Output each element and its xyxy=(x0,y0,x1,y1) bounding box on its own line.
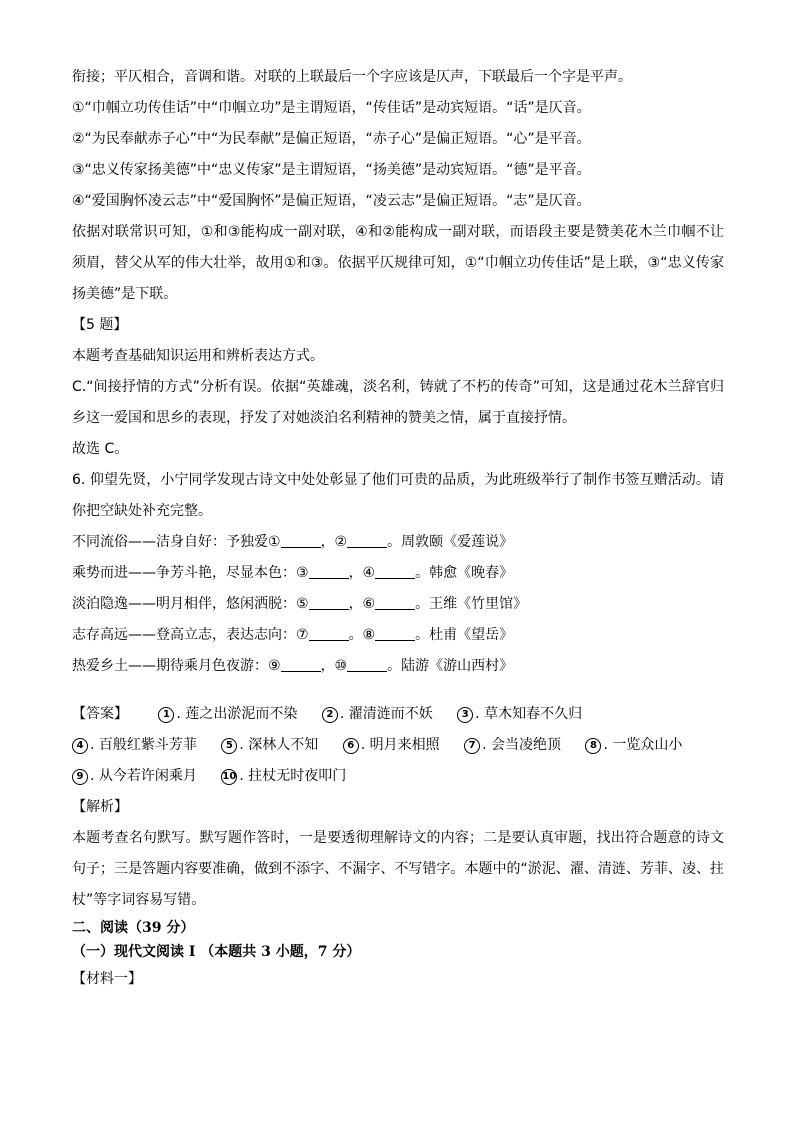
fill-suffix: 。王维《竹里馆》 xyxy=(415,596,528,612)
analysis-item: ②“为民奉献赤子心”中“为民奉献”是偏正短语，“赤子心”是偏正短语。“心”是平音。 xyxy=(72,131,591,147)
fill-prefix: 志存高远——登高立志，表达志向：⑦ xyxy=(72,627,309,643)
fill-blank xyxy=(347,655,387,672)
answer-text: . 百般红紫斗芳菲 xyxy=(90,737,197,753)
q5-line: C.“间接抒情的方式”分析有误。依据“英雄魂，淡名利，铸就了不朽的传奇”可知，这是通过花木兰辞官归乡这一爱国和思乡的表现，抒发了对她淡泊名利精神的赞美之情，属于直接抒情。 xyxy=(72,379,724,426)
section-title: 二、阅读（39 分） xyxy=(72,920,195,936)
answer-number: 5 xyxy=(221,738,237,754)
fill-blank xyxy=(309,562,349,579)
answer-number: 9 xyxy=(72,769,88,785)
answer-item xyxy=(457,706,582,722)
fill-prefix: 淡泊隐逸——明月相伴，悠闲洒脱：⑤ xyxy=(72,596,309,612)
explanation-tag: 【解析】 xyxy=(72,799,128,815)
conclusion-paragraph: 依据对联常识可知，①和③能构成一副对联，④和②能构成一副对联，而语段主要是赞美花木兰巾帼不让须眉，替父从军的伟大壮举，故用①和③。依据平仄规律可知，①“巾帼立功传佳话”是上联，③“忠义传家扬美德”是下联。 xyxy=(72,224,724,302)
answer-item xyxy=(72,737,197,753)
fill-line xyxy=(72,589,724,620)
answer-text: . 明月来相照 xyxy=(360,737,440,753)
explanation-text: 本题考查名句默写。默写题作答时，一是要透彻理解诗文的内容；二是要认真审题，找出符合题意的诗文句子；三是答题内容要准确，做到不添字、不漏字、不写错字。本题中的“淤泥、濯、清涟、芳菲、凌、拄杖”等字词容易写错。 xyxy=(72,830,724,908)
answer-text: . 深林人不知 xyxy=(239,737,319,753)
fill-mid: ，④ xyxy=(348,565,376,581)
q5-line: 本题考查基础知识运用和辨析表达方式。 xyxy=(72,348,324,364)
fill-line xyxy=(72,558,724,589)
fill-mid: 。⑧ xyxy=(348,627,376,643)
q5-line: 故选 C。 xyxy=(72,441,129,457)
fill-prefix: 不同流俗——洁身自好：予独爱① xyxy=(72,534,281,550)
answer-number: 6 xyxy=(343,738,359,754)
fill-suffix: 。杜甫《望岳》 xyxy=(415,627,514,643)
fill-blank xyxy=(281,531,321,548)
answer-number: 2 xyxy=(322,707,338,723)
answer-text: . 莲之出淤泥而不染 xyxy=(176,706,298,722)
intro-text: 衔接；平仄相合，音调和谐。对联的上联最后一个字应该是仄声，下联最后一个字是平声。 xyxy=(72,69,632,85)
fill-line xyxy=(72,527,724,558)
answer-tag: 【答案】 xyxy=(72,706,128,722)
fill-blank xyxy=(309,593,349,610)
answer-item xyxy=(464,737,561,753)
answer-number: 1 xyxy=(158,707,174,723)
answer-number: 4 xyxy=(72,738,88,754)
answer-text: . 会当凌绝顶 xyxy=(482,737,561,753)
fill-blank xyxy=(375,562,415,579)
answer-text: . 从今若许闲乘月 xyxy=(90,768,197,784)
fill-line xyxy=(72,651,724,682)
answer-text: . 一览众山小 xyxy=(603,737,683,753)
fill-blank xyxy=(375,593,415,610)
answer-text: . 草木知春不久归 xyxy=(475,706,583,722)
section-subtitle: （一）现代文阅读 I （本题共 3 小题，7 分） xyxy=(72,944,361,960)
fill-blank xyxy=(375,624,415,641)
analysis-item: ③“忠义传家扬美德”中“忠义传家”是主谓短语，“扬美德”是动宾短语。“德”是平音。 xyxy=(72,162,591,178)
answer-item xyxy=(343,737,440,753)
fill-blank xyxy=(309,624,349,641)
fill-mid: ，⑩ xyxy=(320,658,348,674)
fill-mid: ，② xyxy=(320,534,348,550)
spacer xyxy=(72,682,724,699)
analysis-item: ④“爱国胸怀凌云志”中“爱国胸怀”是偏正短语，“凌云志”是偏正短语。“志”是仄音。 xyxy=(72,193,591,209)
fill-prefix: 乘势而进——争芳斗艳，尽显本色：③ xyxy=(72,565,309,581)
answer-item xyxy=(585,737,682,753)
answer-item xyxy=(322,706,433,722)
fill-suffix: 。韩愈《晚春》 xyxy=(415,565,514,581)
fill-mid: ，⑥ xyxy=(348,596,376,612)
answer-text: . 拄杖无时夜叩门 xyxy=(239,768,347,784)
answer-item xyxy=(221,768,346,784)
answer-block xyxy=(72,699,724,792)
material-tag: 【材料一】 xyxy=(72,971,142,987)
fill-suffix: 。陆游《游山西村》 xyxy=(387,658,514,674)
fill-prefix: 热爱乡土——期待乘月色夜游：⑨ xyxy=(72,658,281,674)
answer-number: 3 xyxy=(457,707,473,723)
answer-item xyxy=(221,737,318,753)
fill-blank xyxy=(347,531,387,548)
document-page xyxy=(72,62,724,995)
answer-text: . 濯清涟而不妖 xyxy=(339,706,433,722)
answer-number: 8 xyxy=(585,738,601,754)
q6-question: 6. 仰望先贤，小宁同学发现古诗文中处处彰显了他们可贵的品质，为此班级举行了制作书签互赠活动。请你把空缺处补充完整。 xyxy=(72,472,724,519)
fill-blank xyxy=(281,655,321,672)
analysis-item: ①“巾帼立功传佳话”中“巾帼立功”是主谓短语，“传佳话”是动宾短语。“话”是仄音。 xyxy=(72,100,591,116)
answer-item xyxy=(158,706,297,722)
fill-line xyxy=(72,620,724,651)
fill-suffix: 。周敦颐《爱莲说》 xyxy=(387,534,514,550)
answer-number: 7 xyxy=(464,738,480,754)
answer-number: 10 xyxy=(221,769,237,785)
answer-item xyxy=(72,768,197,784)
q5-tag: 【5 题】 xyxy=(72,317,128,333)
